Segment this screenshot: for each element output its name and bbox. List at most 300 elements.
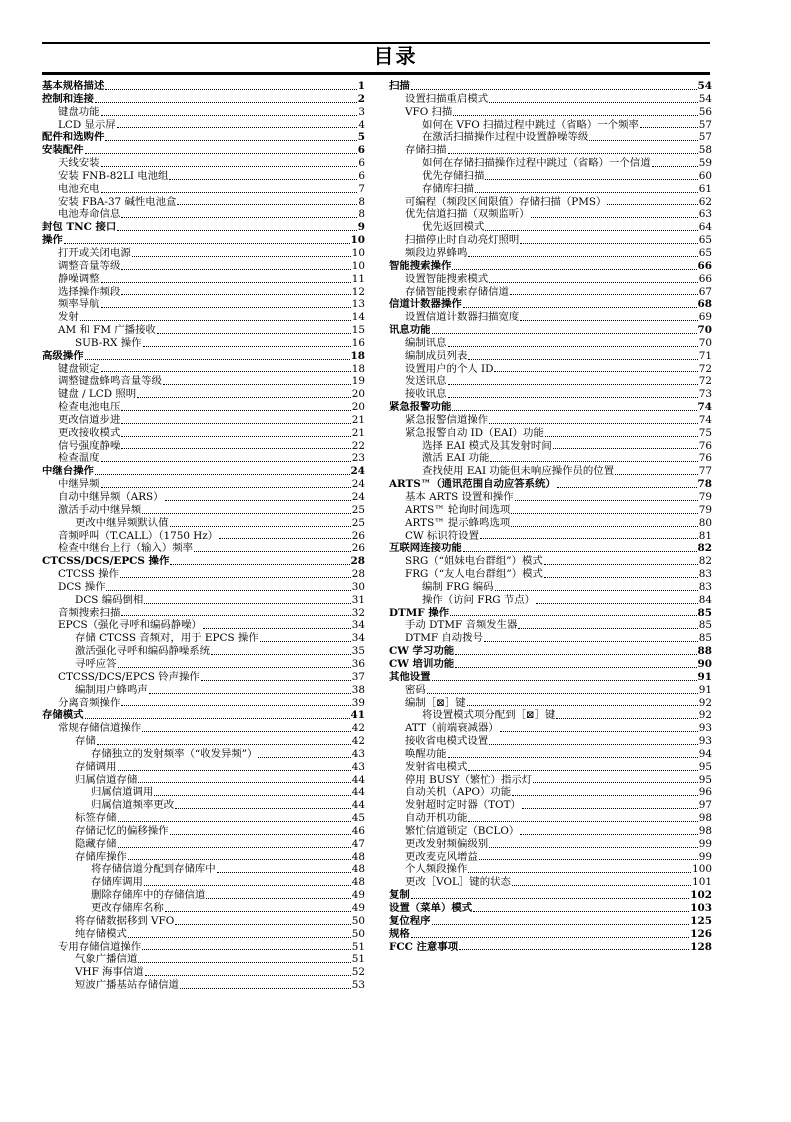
toc-entry-title: 设置（菜单）模式 [389,902,473,914]
toc-entry[interactable] [42,825,365,838]
toc-entry-page: 44 [351,799,365,812]
toc-leader-dots [177,204,357,205]
toc-entry[interactable] [389,581,712,594]
toc-entry-page: 85 [698,619,712,632]
toc-entry-page: 56 [698,105,712,118]
toc-entry-title: 频段边界蜂鸣 [405,246,468,259]
toc-entry-page: 43 [351,747,365,760]
toc-leader-dots [170,526,351,527]
toc-entry-page: 64 [698,221,712,234]
toc-entry[interactable] [42,953,365,966]
toc-entry-title: 自动开机功能 [405,812,468,825]
toc-entry[interactable] [42,273,365,286]
toc-entry-page: 60 [698,169,712,182]
toc-entry[interactable] [42,889,365,902]
toc-leader-dots [260,641,351,642]
toc-entry[interactable] [389,863,712,876]
toc-leader-dots [101,487,351,488]
toc-leader-dots [64,243,350,244]
toc-entry[interactable] [389,273,712,286]
toc-entry[interactable] [389,658,712,671]
toc-entry-page: 49 [351,889,365,902]
toc-entry[interactable] [42,542,365,555]
toc-entry[interactable] [389,722,712,735]
toc-entry[interactable] [42,735,365,748]
toc-entry[interactable] [42,311,365,324]
toc-entry[interactable] [389,452,712,465]
toc-entry-page: 34 [351,632,365,645]
toc-entry-page: 99 [698,837,712,850]
toc-entry[interactable] [42,93,365,106]
toc-entry-page: 93 [698,722,712,735]
toc-entry-title: 中继异频 [58,478,100,491]
toc-entry[interactable] [389,234,712,247]
toc-entry-page: 70 [697,324,712,337]
toc-entry-title: 激活 EAI 功能 [422,452,490,465]
toc-entry[interactable] [389,491,712,504]
toc-entry-page: 57 [698,118,712,131]
toc-entry[interactable] [389,799,712,812]
toc-entry[interactable] [42,491,365,504]
toc-entry[interactable] [42,645,365,658]
toc-entry-page: 93 [698,735,712,748]
toc-leader-dots [463,307,697,308]
toc-entry-title: 发送讯息 [405,375,447,388]
toc-entry[interactable] [389,196,712,209]
toc-leader-dots [448,153,698,154]
toc-entry[interactable] [389,709,712,722]
toc-entry[interactable] [42,221,365,234]
toc-leader-dots [142,731,351,732]
toc-leader-dots [489,102,698,103]
toc-entry[interactable] [389,208,712,221]
toc-entry-page: 77 [698,465,712,478]
toc-entry-title: 存储库扫描 [422,182,474,195]
toc-entry-page: 25 [351,503,365,516]
toc-entry[interactable] [42,414,365,427]
toc-entry[interactable] [389,555,712,568]
toc-entry[interactable] [389,131,712,144]
toc-leader-dots [169,179,357,180]
toc-entry[interactable] [42,568,365,581]
toc-entry[interactable] [389,902,712,915]
toc-entry[interactable] [42,594,365,607]
toc-entry[interactable] [42,876,365,889]
toc-entry[interactable] [389,144,712,157]
toc-entry[interactable] [42,619,365,632]
toc-entry[interactable] [389,671,712,684]
toc-entry-title: 控制和连接 [42,92,94,105]
toc-entry-title: 天线安装 [58,157,100,170]
toc-entry[interactable] [42,119,365,132]
toc-entry[interactable] [389,774,712,787]
toc-entry[interactable] [42,697,365,710]
toc-leader-dots [211,654,351,655]
toc-entry-title: 存储智能搜索存储信道 [405,285,509,298]
toc-entry-page: 85 [698,632,712,645]
toc-entry[interactable] [389,350,712,363]
toc-entry[interactable] [42,658,365,671]
toc-entry[interactable] [42,298,365,311]
toc-entry-title: EPCS（强化寻呼和编码静噪） [58,619,202,632]
toc-entry-title: 删除存储库中的存储信道 [91,889,206,902]
toc-entry[interactable] [42,941,365,954]
toc-entry-page: 11 [351,272,365,285]
toc-leader-dots [121,294,350,295]
toc-leader-dots [121,410,350,411]
toc-entry-title: 扫描 [389,80,410,92]
toc-entry[interactable] [42,863,365,876]
toc-entry[interactable] [42,234,365,247]
toc-entry-page: 37 [351,670,365,683]
toc-entry[interactable] [42,530,365,543]
toc-entry[interactable] [42,465,365,478]
toc-entry[interactable] [389,851,712,864]
toc-entry[interactable] [389,889,712,902]
toc-entry[interactable] [42,401,365,414]
toc-leader-dots [467,705,698,706]
toc-entry[interactable] [42,555,365,568]
toc-leader-dots [149,693,351,694]
toc-entry[interactable] [389,825,712,838]
toc-entry[interactable] [389,838,712,851]
toc-entry[interactable] [42,786,365,799]
toc-entry[interactable] [42,851,365,864]
toc-entry-page: 14 [351,311,365,324]
toc-entry-title: 更改接收模式 [58,426,121,439]
toc-leader-dots [175,808,351,809]
toc-entry[interactable] [42,774,365,787]
toc-entry-page: 58 [698,144,712,157]
toc-entry[interactable] [389,298,712,311]
toc-entry-title: 归属信道频率更改 [91,799,175,812]
toc-entry-title: 编制［⊠］键 [405,696,466,709]
toc-leader-dots [463,551,697,552]
toc-entry-page: 48 [351,863,365,876]
toc-entry[interactable] [42,928,365,941]
toc-entry-title: 在激活扫描操作过程中设置静噪等级 [422,131,589,144]
toc-leader-dots [652,166,698,167]
toc-entry-title: 如何在存储扫描操作过程中跳过（省略）一个信道 [422,157,651,170]
toc-entry-page: 125 [690,914,712,927]
toc-entry[interactable] [389,80,712,93]
toc-entry-title: 将存储数据移到 VFO [75,914,175,927]
toc-entry[interactable] [42,607,365,620]
toc-entry[interactable] [389,632,712,645]
toc-entry[interactable] [42,722,365,735]
toc-entry[interactable] [389,93,712,106]
toc-entry-title: 设置信道计数器扫描宽度 [405,311,520,324]
toc-entry-title: 存储库操作 [75,850,127,863]
toc-leader-dots [489,423,698,424]
toc-entry[interactable] [389,260,712,273]
toc-entry-title: 纯存储模式 [75,927,127,940]
toc-entry[interactable] [389,684,712,697]
toc-leader-dots [95,102,357,103]
toc-entry[interactable] [42,375,365,388]
toc-entry-page: 24 [351,491,365,503]
toc-entry-page: 45 [351,812,365,825]
toc-leader-dots [518,628,697,629]
toc-entry[interactable] [42,979,365,992]
toc-entry[interactable] [389,619,712,632]
toc-entry-title: 规格 [389,927,410,940]
toc-entry[interactable] [42,144,365,157]
toc-entry[interactable] [42,388,365,401]
toc-entry[interactable] [389,106,712,119]
toc-entry[interactable] [389,183,712,196]
toc-entry-page: 80 [698,516,712,529]
title-rule-bottom [42,72,710,75]
toc-entry[interactable] [42,838,365,851]
toc-leader-dots [533,782,698,783]
toc-entry[interactable] [389,324,712,337]
toc-entry[interactable] [42,799,365,812]
toc-entry[interactable] [389,941,712,954]
toc-entry-page: 73 [698,388,712,401]
toc-entry-title: CTCSS/DCS/EPCS 铃声操作 [58,670,200,683]
toc-entry[interactable] [389,414,712,427]
toc-leader-dots [101,115,358,116]
toc-entry-page: 22 [351,439,365,452]
toc-leader-dots [432,680,697,681]
toc-entry-title: 紧急报警信道操作 [405,413,489,426]
toc-entry-title: 操作 [42,234,63,247]
toc-entry-title: 气象广播信道 [75,953,138,966]
toc-entry-page: 19 [351,375,365,388]
toc-entry-title: 存储 [75,735,96,748]
toc-entry[interactable] [389,530,712,543]
toc-left-column [42,80,365,992]
toc-entry[interactable] [389,735,712,748]
toc-entry-title: 配件和选购件 [42,131,105,144]
toc-entry[interactable] [389,221,712,234]
toc-entry[interactable] [42,324,365,337]
toc-entry-page: 9 [357,221,365,234]
toc-entry-page: 75 [698,426,712,439]
toc-leader-dots [121,436,350,437]
toc-entry-title: ATT（前端衰减器） [405,722,499,735]
toc-entry-page: 2 [357,92,365,105]
toc-entry[interactable] [389,157,712,170]
toc-entry[interactable] [389,568,712,581]
toc-entry-page: 28 [351,568,365,581]
toc-entry-page: 65 [698,246,712,259]
toc-entry[interactable] [42,902,365,915]
toc-entry[interactable] [389,748,712,761]
toc-entry-page: 84 [698,593,712,606]
toc-leader-dots [118,821,351,822]
toc-entry[interactable] [389,170,712,183]
toc-leader-dots [121,217,357,218]
toc-entry-title: DTMF 自动拨号 [405,632,483,645]
toc-entry[interactable] [42,247,365,260]
toc-entry[interactable] [389,607,712,620]
toc-entry[interactable] [42,966,365,979]
toc-leader-dots [510,294,698,295]
toc-entry-title: 存储记忆的偏移操作 [75,824,169,837]
toc-entry-title: 扫描停止时自动亮灯照明 [405,234,520,247]
toc-entry[interactable] [42,581,365,594]
toc-entry[interactable] [389,427,712,440]
toc-entry[interactable] [42,452,365,465]
toc-entry-page: 32 [351,606,365,619]
toc-entry-title: 检查电池电压 [58,401,121,414]
toc-entry-page: 18 [351,362,365,375]
toc-entry-page: 76 [698,452,712,465]
toc-entry[interactable] [389,311,712,324]
toc-entry[interactable] [42,761,365,774]
toc-entry-title: 操作（访问 FRG 节点） [422,593,536,606]
toc-entry[interactable] [42,183,365,196]
toc-entry-title: 存储库调用 [91,876,143,889]
toc-entry-title: 唤醒功能 [405,747,447,760]
toc-entry-title: 设置智能搜索模式 [405,272,489,285]
toc-entry[interactable] [389,478,712,491]
toc-leader-dots [480,538,698,539]
toc-entry[interactable] [389,401,712,414]
toc-entry[interactable] [42,915,365,928]
toc-entry[interactable] [42,812,365,825]
toc-entry-title: 标签存储 [75,812,117,825]
toc-leader-dots [180,988,351,989]
toc-entry[interactable] [389,876,712,889]
toc-entry[interactable] [42,478,365,491]
toc-entry-page: 126 [690,927,712,940]
toc-leader-dots [85,359,350,360]
toc-entry[interactable] [42,517,365,530]
toc-entry[interactable] [389,247,712,260]
toc-entry[interactable] [42,196,365,209]
toc-entry-title: 检查温度 [58,452,100,465]
toc-entry[interactable] [389,286,712,299]
toc-entry[interactable] [42,208,365,221]
toc-entry-title: 中继台操作 [42,465,94,478]
toc-entry-page: 94 [698,747,712,760]
toc-entry-title: 检查中继台上行（输入）频率 [58,542,194,555]
toc-leader-dots [520,320,697,321]
toc-entry-title: CTCSS/DCS/EPCS 操作 [42,555,170,568]
toc-entry[interactable] [42,350,365,363]
toc-entry[interactable] [42,363,365,376]
toc-entry-page: 30 [351,580,365,593]
toc-entry-title: 存储独立的发射频率（“收发异频”） [91,747,258,760]
toc-entry[interactable] [389,928,712,941]
toc-leader-dots [489,847,698,848]
toc-entry[interactable] [42,260,365,273]
toc-entry-page: 6 [357,144,365,157]
toc-entry-page: 5 [357,131,365,144]
toc-entry[interactable] [42,80,365,93]
toc-entry-page: 20 [351,401,365,414]
toc-entry-page: 71 [698,349,712,362]
toc-leader-dots [138,782,350,783]
toc-leader-dots [448,346,698,347]
toc-entry-title: 隐藏存储 [75,837,117,850]
toc-entry[interactable] [389,119,712,132]
toc-entry-title: 静噪调整 [58,272,100,285]
toc-leader-dots [157,333,351,334]
toc-leader-dots [459,949,689,950]
toc-entry-page: 24 [350,465,365,478]
toc-entry-page: 49 [351,902,365,914]
toc-leader-dots [137,397,351,398]
toc-entry[interactable] [42,337,365,350]
toc-entry-page: 90 [697,657,712,670]
toc-entry[interactable] [42,106,365,119]
toc-leader-dots [450,615,697,616]
toc-entry[interactable] [42,684,365,697]
toc-entry[interactable] [42,632,365,645]
toc-leader-dots [489,282,698,283]
toc-leader-dots [165,500,351,501]
toc-leader-dots [170,834,351,835]
toc-leader-dots [411,89,697,90]
toc-entry-page: 72 [698,362,712,375]
toc-entry[interactable] [42,131,365,144]
toc-entry-page: 82 [697,542,712,555]
toc-entry[interactable] [42,748,365,761]
toc-entry[interactable] [389,542,712,555]
toc-entry-title: 频率导航 [58,298,100,311]
toc-entry[interactable] [42,504,365,517]
toc-entry[interactable] [42,170,365,183]
toc-entry-page: 66 [698,272,712,285]
toc-entry-page: 74 [697,401,712,414]
toc-entry[interactable] [42,671,365,684]
toc-entry-title: 个人频段操作 [405,863,468,876]
toc-leader-dots [427,693,698,694]
toc-entry-title: 更改中继异频默认值 [75,516,169,529]
toc-entry[interactable] [389,645,712,658]
toc-entry[interactable] [389,375,712,388]
toc-entry[interactable] [389,594,712,607]
toc-leader-dots [544,577,698,578]
toc-leader-dots [432,333,697,334]
toc-entry-title: DCS 编码倒相 [75,593,144,606]
toc-entry[interactable] [42,440,365,453]
toc-entry[interactable] [389,465,712,478]
toc-leader-dots [520,834,697,835]
toc-entry-title: 激活强化寻呼和编码静噪系统 [75,645,211,658]
toc-entry-page: 91 [698,683,712,696]
toc-entry-title: 归属信道存储 [75,773,138,786]
toc-entry[interactable] [389,697,712,710]
toc-leader-dots [452,269,696,270]
toc-entry[interactable] [389,517,712,530]
toc-entry-title: SRG（“姐妹电台群组”）模式 [405,555,543,568]
toc-entry[interactable] [42,427,365,440]
toc-entry-page: 1 [357,80,365,92]
toc-leader-dots [170,564,349,565]
toc-entry[interactable] [389,915,712,928]
toc-entry[interactable] [389,761,712,774]
toc-right-column [389,80,712,953]
toc-entry[interactable] [389,440,712,453]
toc-entry-page: 74 [698,413,712,426]
toc-leader-dots [468,256,697,257]
toc-entry[interactable] [389,812,712,825]
toc-entry[interactable] [389,786,712,799]
toc-entry-title: 紧急报警功能 [389,401,452,414]
toc-entry[interactable] [389,363,712,376]
toc-entry[interactable] [42,157,365,170]
toc-entry[interactable] [389,504,712,517]
toc-entry[interactable] [389,388,712,401]
toc-entry[interactable] [389,337,712,350]
toc-entry[interactable] [42,286,365,299]
toc-entry[interactable] [42,709,365,722]
